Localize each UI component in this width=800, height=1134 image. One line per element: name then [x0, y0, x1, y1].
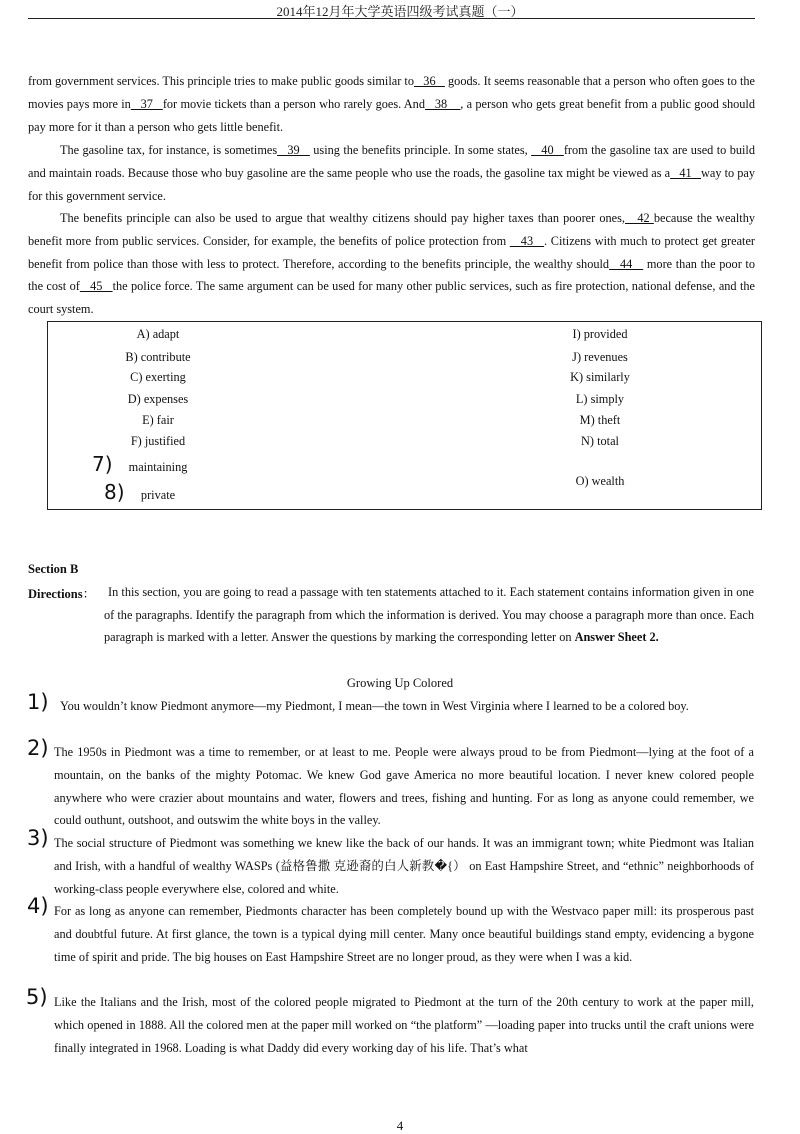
passage-paragraph-5: Like the Italians and the Irish, most of the colored people migrated to Piedmont at the turn of the 20th century to work at the paper mill, which opened in 1888. All the colored men at the paper mill worked on “the platform” —loading paper into trucks until the craft unions were finally integrated in 1968. Loading is what Daddy did every working day of his life. That’s what — [54, 995, 754, 1055]
blank-37: 37 — [130, 96, 163, 111]
text: The benefits principle can also be used to argue that wealthy citizens should pay higher taxes than poorer ones, — [60, 211, 625, 225]
cloze-paragraph-2 — [28, 139, 755, 207]
passage-paragraph-4: For as long as anyone can remember, Piedmonts character has been completely bound up with the Westvaco paper mill: its prosperous past and doubtful future. At first glance, the town is a typical dying mill center. Many once beautiful buildings stand empty, evidencing a bygone time of spirit and pride. The big houses on East Hampshire Street are no longer proud, as they were when I was a kid. — [54, 904, 754, 964]
directions-label — [28, 584, 95, 602]
text: more than the poor to the cost of — [28, 256, 755, 294]
option-o: O) wealth — [575, 474, 625, 488]
blank-36: 36 — [414, 74, 445, 88]
text: the police force. The same argument can be used for many other public services, such as fire protection, national defense, and the court system. — [28, 279, 755, 317]
option-e: E) fair — [142, 413, 174, 427]
passage-paragraph-2: The 1950s in Piedmont was a time to remember, or at least to me. People were always proud to be from Piedmont—lying at the foot of a mountain, on the banks of the mighty Potomac. We knew God gave America no more beautiful location. I never knew colored people anywhere who were crazier about mountains and water, flowers and trees, fishing and hunting. For as long as anyone could remember, we could outhunt, outshoot, and outswim the white boys in the valley. — [54, 745, 754, 828]
text: goods. It seems reasonable that a person who often goes to the movies pays more in — [28, 74, 755, 111]
text: , a person who gets great benefit from a public good should pay more for it than a person who gets little benefit. — [28, 96, 755, 134]
text: from the gasoline tax are used to build and maintain roads. Because those who buy gasoline are the same people who use the roads, the gasoline tax might be viewed as a — [28, 143, 755, 180]
option-a: A) adapt — [136, 327, 180, 341]
header-rule — [28, 18, 755, 19]
text: for movie tickets than a person who rarely goes. And — [162, 96, 425, 111]
option-b: B) contribute — [125, 350, 191, 364]
option-k: K) similarly — [570, 370, 630, 384]
handwritten-mark-5: 5) — [26, 985, 48, 1009]
handwritten-mark-8: 8) — [104, 480, 125, 504]
cloze-paragraph-1 — [28, 70, 755, 138]
directions-text — [104, 581, 754, 649]
passage-paragraph-1: You wouldn’t know Piedmont anymore—my Piedmont, I mean—the town in West Virginia where I learned to be a colored boy. — [60, 699, 689, 713]
option-f: F) justified — [130, 434, 186, 448]
text: because the wealthy benefit more from public services. Consider, for example, the benefits of police protection from — [28, 211, 755, 248]
option-i: I) provided — [572, 327, 628, 341]
blank-38: 38 — [424, 96, 461, 111]
passage-paragraph-3: The social structure of Piedmont was something we knew like the back of our hands. It was an immigrant town; white Piedmont was Italian and Irish, with a handful of wealthy WASPs (益格鲁撒 克逊裔的白人新教�{） on East Hampshire Street, and “ethnic” neighborhoods of working-class people everywhere else, colored and white. — [54, 836, 754, 896]
directions-colon: ： — [82, 587, 96, 601]
option-m: M) theft — [579, 413, 621, 427]
text: using the benefits principle. In some states, — [309, 143, 532, 157]
handwritten-mark-2: 2) — [27, 736, 49, 760]
option-c: C) exerting — [130, 370, 186, 384]
page-number: 4 — [396, 1118, 404, 1133]
blank-40: 40 — [531, 143, 564, 157]
option-j: J) revenues — [572, 350, 628, 364]
text: from government services. This principle tries to make public goods similar to — [28, 74, 414, 88]
answer-sheet-ref: Answer Sheet 2. — [574, 630, 659, 645]
text: The gasoline tax, for instance, is sometimes — [60, 143, 278, 157]
option-d: D) expenses — [127, 392, 189, 406]
blank-42: 42 — [624, 211, 654, 225]
directions-body: In this section, you are going to read a passage with ten statements attached to it. Each statement contains information given in one of the paragraphs. Identify the paragraph from which the information is derived. You may choose a paragraph more than once. Each paragraph is marked with a letter. Answer the questions by marking the corresponding letter on — [104, 585, 754, 645]
option-n: N) total — [581, 434, 619, 448]
text: . Citizens with much to protect get greater benefit from police than those with less to protect. Therefore, according to the benefits principle, the wealthy should — [28, 233, 755, 271]
blank-44: 44 — [609, 256, 644, 271]
option-g: maintaining — [128, 460, 188, 474]
page-header: 2014年12月年大学英语四级考试真题（一） — [276, 4, 524, 19]
option-l: L) simply — [575, 392, 625, 406]
handwritten-mark-7: 7) — [92, 452, 113, 476]
blank-41: 41 — [670, 165, 701, 180]
directions-label-text: Directions — [28, 587, 83, 601]
handwritten-mark-3: 3) — [27, 826, 49, 850]
option-h: private — [140, 488, 176, 502]
handwritten-mark-1: 1) — [27, 690, 49, 714]
text: way to pay for this government service. — [28, 165, 755, 203]
passage-title: Growing Up Colored — [346, 676, 454, 690]
blank-39: 39 — [277, 143, 310, 157]
blank-43: 43 — [509, 233, 545, 248]
handwritten-mark-4: 4) — [27, 894, 49, 918]
cloze-paragraph-3 — [28, 207, 755, 321]
blank-45: 45 — [79, 279, 113, 294]
section-title: Section B — [28, 562, 79, 576]
